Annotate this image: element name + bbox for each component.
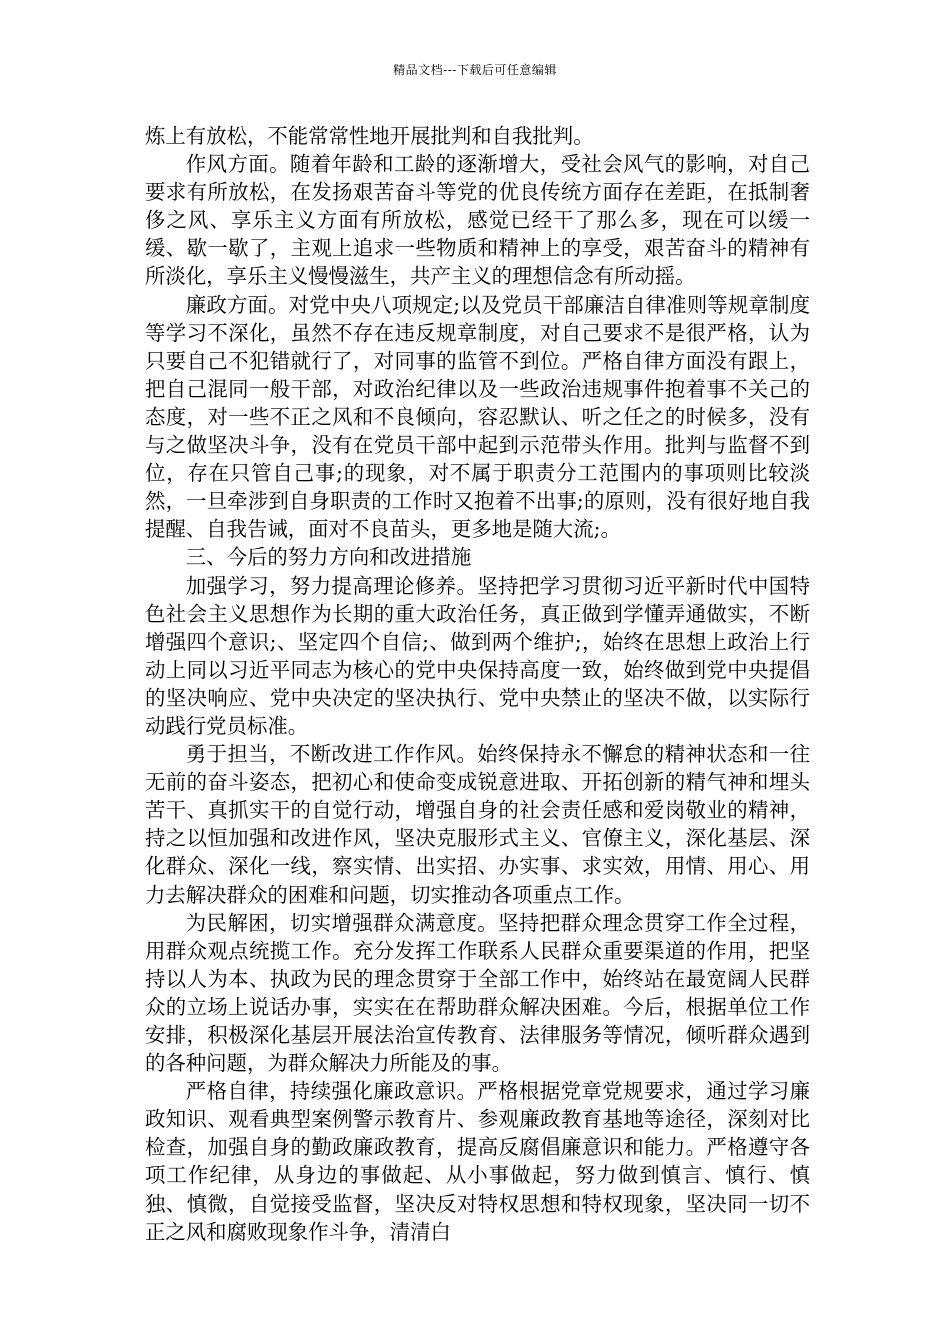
paragraph-study: 加强学习，努力提高理论修养。坚持把学习贯彻习近平新时代中国特色社会主义思想作为长期的重大政治任务，真正做到学懂弄通做实，不断增强四个意识;、坚定四个自信;、做到两个维护;，始终在思想上政治上行动上同以习近平同志为核心的党中央保持高度一致，始终做到党中央提倡的坚决响应、党中央决定的坚决执行、党中央禁止的坚决不做，以实际行动践行党员标准。: [145, 573, 810, 738]
paragraph-self-discipline: 严格自律，持续强化廉政意识。严格根据党章党规要求，通过学习廉政知识、观看典型案例警示教育片、参观廉政教育基地等途径，深刻对比检查，加强自身的勤政廉政教育，提高反腐倡廉意识和能力。严格遵守各项工作纪律，从身边的事做起、从小事做起，努力做到慎言、慎行、慎独、慎微，自觉接受监督，坚决反对特权思想和特权现象，坚决同一切不正之风和腐败现象作斗争，清清白: [145, 1079, 810, 1244]
paragraph-serve-people: 为民解困，切实增强群众满意度。坚持把群众理念贯穿工作全过程，用群众观点统揽工作。充分发挥工作联系人民群众重要渠道的作用，把坚持以人为本、执政为民的理念贯穿于全部工作中，始终站在最宽阔人民群众的立场上说话办事，实实在在帮助群众解决困难。今后，根据单位工作安排，积极深化基层开展法治宣传教育、法律服务等情况，倾听群众遇到的各种问题，为群众解决力所能及的事。: [145, 910, 810, 1076]
paragraph-work-style: 作风方面。随着年龄和工龄的逐渐增大，受社会风气的影响，对自己要求有所放松，在发扬艰苦奋斗等党的优良传统方面存在差距，在抵制奢侈之风、享乐主义方面有所放松，感觉已经干了那么多，现在可以缓一缓、歇一歇了，主观上追求一些物质和精神上的享受，艰苦奋斗的精神有所淡化，享乐主义慢慢滋生，共产主义的理想信念有所动摇。: [145, 152, 810, 289]
paragraph-integrity: 廉政方面。对党中央八项规定;以及党员干部廉洁自律准则等规章制度等学习不深化，虽然不存在违反规章制度，对自己要求不是很严格，认为只要自己不犯错就行了，对同事的监管不到位。严格自律方面没有跟上，把自己混同一般干部，对政治纪律以及一些政治违规事件抱着事不关己的态度，对一些不正之风和不良倾向，容忍默认、听之任之的时候多，没有与之做坚决斗争，没有在党员干部中起到示范带头作用。批判与监督不到位，存在只管自己事;的现象，对不属于职责分工范围内的事项则比较淡然，一旦牵涉到自身职责的工作时又抱着不出事;的原则，没有很好地自我提醒、自我告诫，面对不良苗头，更多地是随大流;。: [145, 292, 810, 542]
document-body: [145, 122, 810, 1246]
page-header: 精品文档---下载后可任意编辑: [393, 63, 557, 77]
paragraph-responsibility: 勇于担当，不断改进工作作风。始终保持永不懈怠的精神状态和一往无前的奋斗姿态，把初心和使命变成锐意进取、开拓创新的精气神和埋头苦干、真抓实干的自觉行动，增强自身的社会责任感和爱岗敬业的精神，持之以恒加强和改进作风，坚决克服形式主义、官僚主义，深化基层、深化群众、深化一线，察实情、出实招、办实事、求实效，用情、用心、用力去解决群众的困难和问题，切实推动各项重点工作。: [145, 742, 810, 907]
section-heading-improvement: 三、今后的努力方向和改进措施: [185, 545, 472, 570]
paragraph-self-criticism-tail: 炼上有放松，不能常常性地开展批判和自我批判。: [145, 124, 594, 148]
